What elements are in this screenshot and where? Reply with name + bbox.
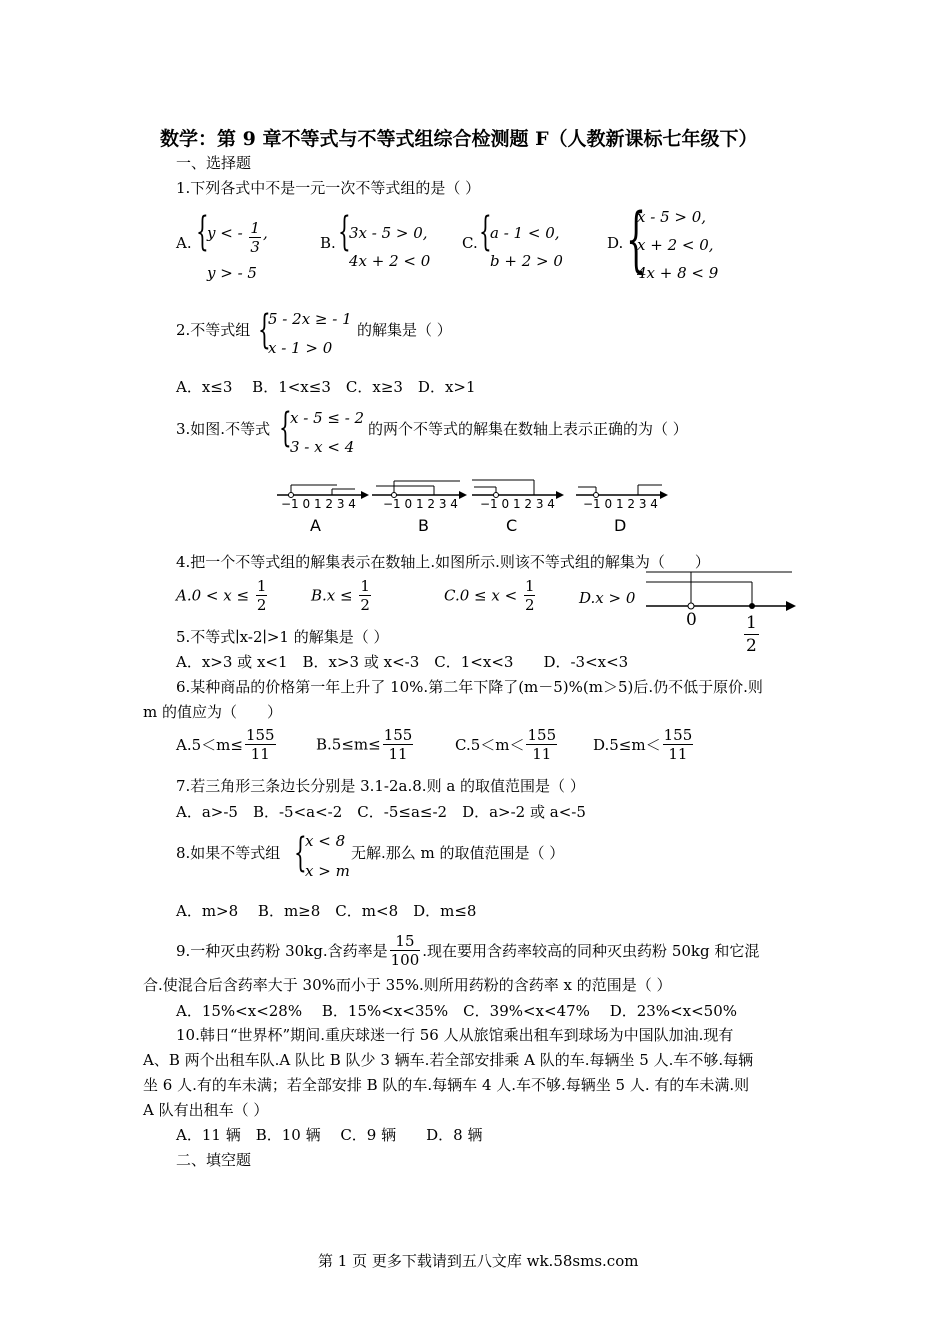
question-4-number-line (646, 566, 796, 616)
question-8-options: A．m>8 B．m≥8 C．m<8 D．m≤8 (176, 902, 477, 920)
section-heading-choice: 一、选择题 (176, 154, 252, 172)
question-8-stem: 8.如果不等式组 (176, 844, 281, 862)
question-2-stem: 2.不等式组 (176, 321, 251, 339)
option-label: C. (462, 234, 478, 252)
system-line: 4x + 8 < 9 (637, 264, 719, 282)
option-label: A. (176, 234, 192, 252)
option-label: D. (607, 234, 624, 252)
question-4-option-a: A.0 < x ≤ $\frac{1}{2}$ (176, 577, 267, 614)
system-line: y > - 5 (207, 264, 257, 282)
question-3-stem: 3.如图.不等式 (176, 420, 271, 438)
question-9-stem: 9.一种灭虫药粉 30kg.含药率是 $\frac{15}{100}$ .现在要用含药率较高的同种灭虫药粉 50kg 和它混 (176, 932, 760, 969)
figure-label-half: 1 2 (746, 613, 757, 656)
question-6-stem-cont: m 的值应为（ ） (143, 703, 282, 721)
brace: { (479, 209, 492, 255)
system-line: 4x + 2 < 0 (349, 252, 431, 270)
system-line: 3 - x < 4 (290, 438, 355, 456)
figure-letter-d: D (614, 516, 627, 535)
expr: y < - (207, 224, 248, 242)
question-6-option-a: A.5＜m≤ $\frac{155}{11}$ (176, 726, 275, 763)
fraction: $\frac{1}{3}$ (250, 219, 260, 256)
brace: { (258, 307, 271, 353)
question-8-stem-tail: 无解.那么 m 的取值范围是（ ） (351, 844, 565, 862)
page-title: 数学：第 9 章不等式与不等式组综合检测题 F（人教新课标七年级下） (160, 128, 758, 150)
brace: { (196, 209, 209, 255)
page-footer: 第 1 页 更多下载请到五八文库 wk.58sms.com (318, 1252, 639, 1270)
question-4-option-b: B.x ≤ $\frac{1}{2}$ (311, 577, 370, 614)
question-6-stem: 6.某种商品的价格第一年上升了 10%.第二年下降了(m－5)%(m＞5)后.仍不低于原价.则 (176, 678, 763, 696)
axis-label-a: −1 0 1 2 3 4 (281, 497, 356, 511)
question-4-stem: 4.把一个不等式组的解集表示在数轴上.如图所示.则该不等式组的解集为（ ） (176, 553, 710, 571)
question-5-options: A．x>3 或 x<1 B．x>3 或 x<-3 C．1<x<3 D．-3<x<3 (176, 653, 629, 671)
section-heading-fill: 二、填空题 (176, 1151, 252, 1169)
question-10-stem: 10.韩日“世界杯”期间.重庆球迷一行 56 人从旅馆乘出租车到球场为中国队加油.现有 (176, 1026, 734, 1044)
system-line: x + 2 < 0, (637, 236, 714, 254)
axis-label-b: −1 0 1 2 3 4 (383, 497, 458, 511)
comma: , (262, 224, 268, 242)
figure-letter-a: A (310, 516, 321, 535)
question-10-stem-cont: A、B 两个出租车队.A 队比 B 队少 3 辆车.若全部安排乘 A 队的车.每辆坐 5 人.车不够.每辆 (143, 1051, 754, 1069)
system-line: x - 1 > 0 (268, 339, 333, 357)
question-10-stem-cont: 坐 6 人.有的车未满；若全部安排 B 队的车.每辆车 4 人.车不够.每辆坐 5 人. 有的车未满.则 (143, 1076, 750, 1094)
system-line: x - 5 > 0, (637, 208, 707, 226)
question-3-stem-tail: 的两个不等式的解集在数轴上表示正确的为（ ） (368, 420, 688, 438)
system-line: b + 2 > 0 (490, 252, 563, 270)
question-9-stem-cont: 合.使混合后含药率大于 30%而小于 35%.则所用药粉的含药率 x 的范围是（ ） (143, 976, 672, 994)
brace: { (294, 830, 307, 876)
question-6-option-d: D.5≤m＜ $\frac{155}{11}$ (593, 726, 693, 763)
brace: { (626, 198, 647, 280)
question-2-stem-tail: 的解集是（ ） (357, 321, 452, 339)
question-7-stem: 7.若三角形三条边长分别是 3.1-2a.8.则 a 的取值范围是（ ） (176, 777, 585, 795)
axis-label-c: −1 0 1 2 3 4 (480, 497, 555, 511)
question-10-stem-cont: A 队有出租车（ ） (143, 1101, 269, 1119)
figure-letter-c: C (506, 516, 518, 535)
system-line: x > m (305, 862, 350, 880)
question-6-option-b: B.5≤m≤ $\frac{155}{11}$ (316, 726, 413, 763)
question-7-options: A．a>-5 B．-5<a<-2 C．-5≤a≤-2 D．a>-2 或 a<-5 (176, 803, 586, 821)
question-9-options: A．15%<x<28% B．15%<x<35% C．39%<x<47% D．23%<x<50% (176, 1002, 737, 1020)
system-line: 3x - 5 > 0, (349, 224, 428, 242)
question-1-stem: 1.下列各式中不是一元一次不等式组的是（ ） (176, 179, 481, 197)
question-4-option-c: C.0 ≤ x < $\frac{1}{2}$ (444, 577, 535, 614)
figure-label-zero: 0 (686, 610, 697, 630)
option-label: B. (320, 234, 336, 252)
system-line: 5 - 2x ≥ - 1 (268, 310, 352, 328)
question-4-option-d: D.x > 0 (579, 589, 636, 607)
brace: { (338, 209, 351, 255)
question-6-option-c: C.5＜m＜ $\frac{155}{11}$ (455, 726, 557, 763)
question-5-stem: 5.不等式∣x-2∣>1 的解集是（ ） (176, 628, 389, 646)
system-line (207, 219, 268, 256)
system-line: x < 8 (305, 832, 346, 850)
brace: { (279, 405, 292, 451)
axis-label-d: −1 0 1 2 3 4 (583, 497, 658, 511)
system-line: a - 1 < 0, (490, 224, 560, 242)
figure-letter-b: B (418, 516, 429, 535)
system-line: x - 5 ≤ - 2 (290, 409, 365, 427)
question-10-options: A．11 辆 B．10 辆 C．9 辆 D．8 辆 (176, 1126, 483, 1144)
question-2-options: A．x≤3 B．1<x≤3 C．x≥3 D．x>1 (176, 378, 476, 396)
